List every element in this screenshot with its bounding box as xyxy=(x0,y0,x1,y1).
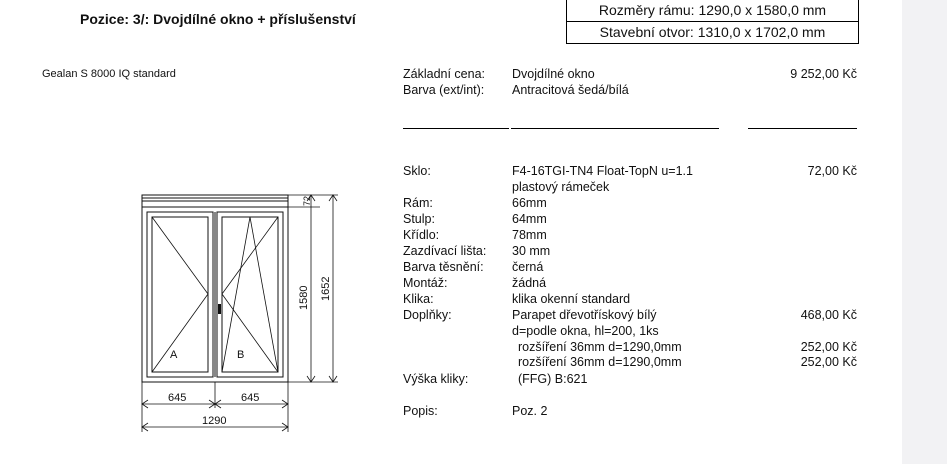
handle-label: Klika: xyxy=(403,292,434,306)
base-price-value: Dvojdílné okno xyxy=(512,67,595,81)
mount-value: žádná xyxy=(512,276,547,290)
mount-label: Montáž: xyxy=(403,276,448,290)
color-label: Barva (ext/int): xyxy=(403,83,485,97)
handle-height-label: Výška kliky: xyxy=(403,372,469,386)
accessories-amount: 468,00 Kč xyxy=(800,308,857,322)
height-top-label: 72 xyxy=(302,195,312,206)
page-margin xyxy=(902,0,947,464)
handle-value: klika okenní standard xyxy=(512,292,631,306)
extension-2-amount: 252,00 Kč xyxy=(800,355,857,369)
glass-spacer: plastový rámeček xyxy=(512,180,610,194)
window-drawing xyxy=(130,186,345,434)
extension-1-value: rozšíření 36mm d=1290,0mm xyxy=(518,340,682,354)
description-label: Popis: xyxy=(403,404,438,418)
handle-height-value: (FFG) B:621 xyxy=(518,372,588,386)
opening-symbol-right xyxy=(222,217,278,372)
seal-label: Barva těsnění: xyxy=(403,260,484,274)
width-right-label: 645 xyxy=(241,392,260,404)
base-price-amount: 9 252,00 Kč xyxy=(790,67,857,81)
profile-name: Gealan S 8000 IQ standard xyxy=(42,68,176,80)
divider xyxy=(748,128,857,129)
accessories-label: Doplňky: xyxy=(403,308,452,322)
opening-symbol-left xyxy=(152,217,208,372)
extension-1-amount: 252,00 Kč xyxy=(800,340,857,354)
color-value: Antracitová šedá/bílá xyxy=(512,83,629,97)
frame-value: 66mm xyxy=(512,196,547,210)
mullion-value: 64mm xyxy=(512,212,547,226)
description-value: Poz. 2 xyxy=(512,404,548,418)
handle-icon xyxy=(218,304,221,314)
width-left-label: 645 xyxy=(168,392,187,404)
opening-size: Stavební otvor: 1310,0 x 1702,0 mm xyxy=(567,21,858,43)
glass-amount: 72,00 Kč xyxy=(807,164,857,178)
width-total-label: 1290 xyxy=(202,415,227,427)
sash-left xyxy=(147,212,213,377)
dimensions-box xyxy=(566,0,859,44)
bead-label: Zazdívací lišta: xyxy=(403,244,487,258)
glass-value: F4-16TGI-TN4 Float-TopN u=1.1 xyxy=(512,164,693,178)
seal-value: černá xyxy=(512,260,544,274)
sash-a-label: A xyxy=(170,349,178,361)
sash-value: 78mm xyxy=(512,228,547,242)
divider xyxy=(511,128,719,129)
accessories-detail: d=podle okna, hl=200, 1ks xyxy=(512,324,659,338)
sash-b-label: B xyxy=(237,349,245,361)
sash-right xyxy=(217,212,283,377)
divider xyxy=(403,128,509,129)
extension-2-value: rozšíření 36mm d=1290,0mm xyxy=(518,355,682,369)
mullion-label: Stulp: xyxy=(403,212,435,226)
height-frame-label: 1580 xyxy=(298,285,310,310)
position-title: Pozice: 3/: Dvojdílné okno + příslušenství xyxy=(80,11,356,27)
glass-label: Sklo: xyxy=(403,164,431,178)
sash-label: Křídlo: xyxy=(403,228,440,242)
base-price-label: Základní cena: xyxy=(403,67,485,81)
frame-label: Rám: xyxy=(403,196,433,210)
accessories-value: Parapet dřevotřískový bílý xyxy=(512,308,657,322)
bead-value: 30 mm xyxy=(512,244,551,258)
height-total-label: 1652 xyxy=(320,276,332,301)
frame-size: Rozměry rámu: 1290,0 x 1580,0 mm xyxy=(598,2,827,18)
